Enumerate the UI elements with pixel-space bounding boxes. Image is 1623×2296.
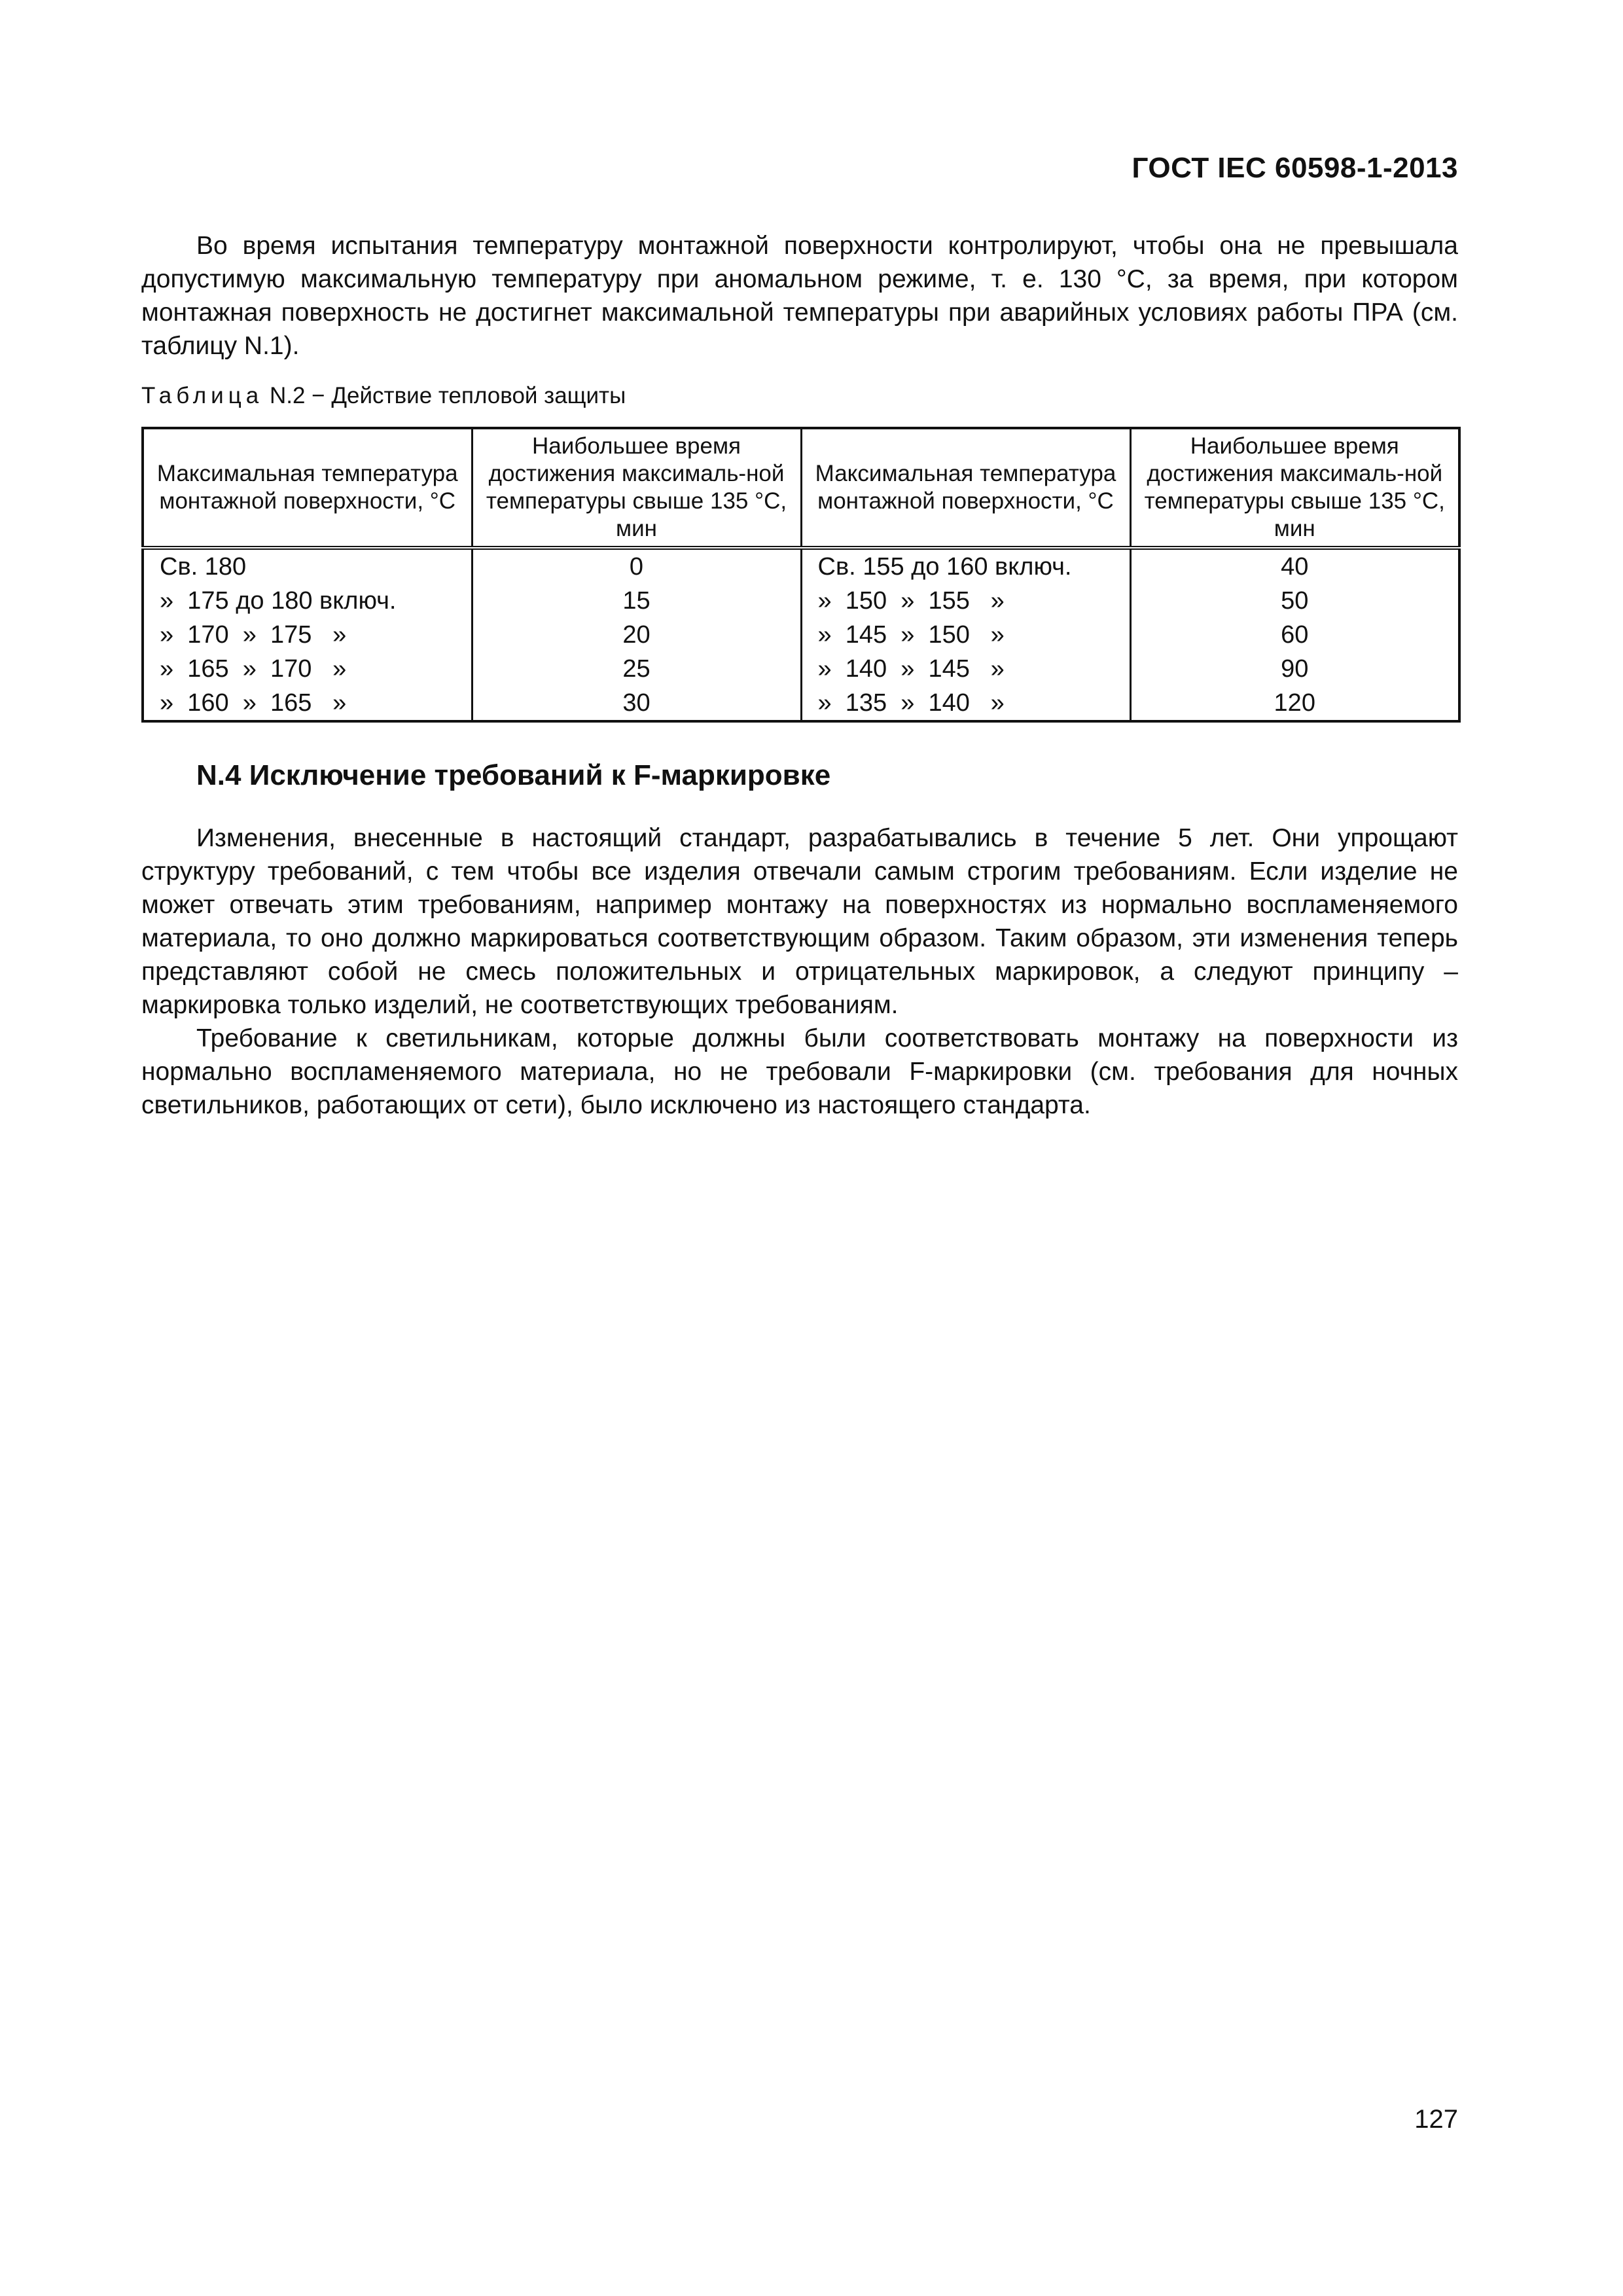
header-max-surface-temp-2: Максимальная температура монтажной поверхности, °С (801, 428, 1130, 548)
temp-range-cell: » 175 до 180 включ. (143, 584, 472, 618)
time-cell: 60 (1130, 618, 1459, 652)
table-header-row (143, 428, 1459, 548)
table-row (143, 548, 1459, 584)
table-row (143, 652, 1459, 686)
temp-range-cell: Св. 180 (143, 548, 472, 584)
temp-range-cell: » 150 » 155 » (801, 584, 1130, 618)
temp-range-cell: » 160 » 165 » (143, 686, 472, 721)
table-caption-label: Таблица (141, 383, 264, 408)
time-cell: 50 (1130, 584, 1459, 618)
header-max-surface-temp-1: Максимальная температура монтажной поверхности, °С (143, 428, 472, 548)
time-cell: 25 (472, 652, 801, 686)
table-caption-title: N.2 − Действие тепловой защиты (269, 383, 626, 408)
intro-paragraph-block (141, 229, 1458, 363)
time-cell: 90 (1130, 652, 1459, 686)
time-cell: 0 (472, 548, 801, 584)
page-number: 127 (1414, 2105, 1458, 2134)
table-row (143, 686, 1459, 721)
standard-designation: ГОСТ IEC 60598-1-2013 (1132, 152, 1458, 184)
temp-range-cell: » 170 » 175 » (143, 618, 472, 652)
time-cell: 30 (472, 686, 801, 721)
header-max-time-2: Наибольшее время достижения максималь-ной температуры свыше 135 °С, мин (1130, 428, 1459, 548)
time-cell: 40 (1130, 548, 1459, 584)
thermal-protection-table (141, 427, 1461, 723)
table-caption (141, 383, 626, 409)
header-max-time-1: Наибольшее время достижения максималь-ной температуры свыше 135 °С, мин (472, 428, 801, 548)
section-paragraph-2: Требование к светильникам, которые должны были соответствовать монтажу на поверхности из нормально воспламеняемого материала, но не требовали F-маркировки (см. требования для ночных светильников, работающих от сети), было исключено из настоящего стандарта. (141, 1024, 1458, 1119)
time-cell: 20 (472, 618, 801, 652)
table-row (143, 584, 1459, 618)
section-body (141, 821, 1458, 1122)
intro-paragraph: Во время испытания температуру монтажной поверхности контролируют, чтобы она не превышала допустимую максимальную температуру при аномальном режиме, т. е. 130 °С, за время, при котором монтажная поверхность не достигнет максимальной температуры при аварийных условиях работы ПРА (см. таблицу N.1). (141, 232, 1458, 360)
time-cell: 120 (1130, 686, 1459, 721)
temp-range-cell: » 140 » 145 » (801, 652, 1130, 686)
time-cell: 15 (472, 584, 801, 618)
section-heading: N.4 Исключение требований к F-маркировке (196, 759, 831, 791)
temp-range-cell: » 135 » 140 » (801, 686, 1130, 721)
temp-range-cell: » 165 » 170 » (143, 652, 472, 686)
section-paragraph-1: Изменения, внесенные в настоящий стандарт, разрабатывались в течение 5 лет. Они упрощают структуру требований, с тем чтобы все изделия отвечали самым строгим требованиям. Если изделие не может отвечать этим требованиям, например монтажу на поверхностях из нормально воспламеняемого материала, то оно должно маркироваться соответствующим образом. Таким образом, эти изменения теперь представляют собой не смесь положительных и отрицательных маркировок, а следуют принципу – маркировка только изделий, не соответствующих требованиям. (141, 824, 1458, 1019)
temp-range-cell: Св. 155 до 160 включ. (801, 548, 1130, 584)
temp-range-cell: » 145 » 150 » (801, 618, 1130, 652)
table-row (143, 618, 1459, 652)
